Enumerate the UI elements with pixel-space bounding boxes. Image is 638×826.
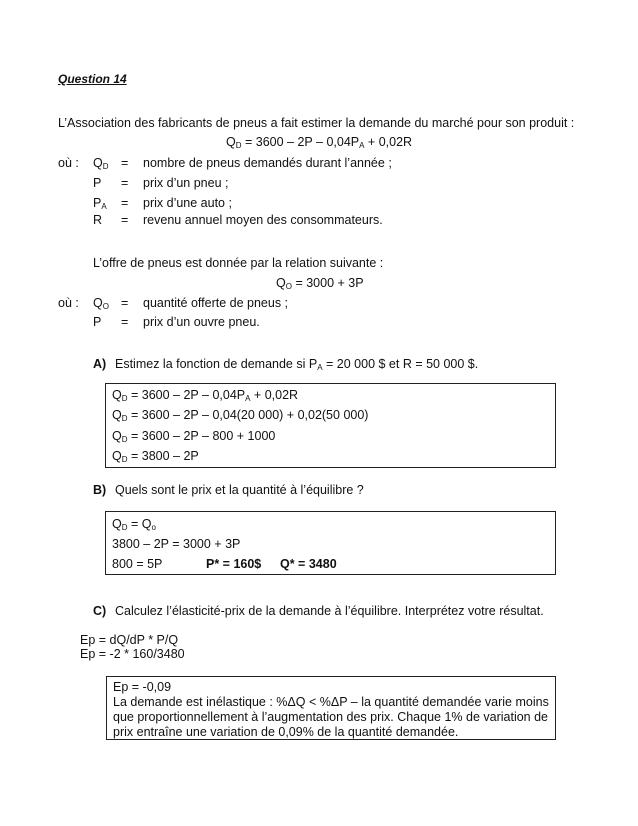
answer-line: $Q_D = Q_o$	[112, 517, 156, 532]
part-c-label: C)	[93, 604, 107, 618]
elasticity-formula: Ep = dQ/dP * P/Q	[80, 633, 179, 647]
equilibrium-quantity: Q* = 3480	[280, 557, 337, 571]
answer-line: $Q_D = 3600 - 2P - 0,04(20$ 000) + 0,02(50 000)	[112, 408, 369, 423]
part-b-question: Quels sont le prix et la quantité à l’équilibre ?	[115, 483, 364, 497]
def-symbol: R	[93, 213, 103, 227]
def-description: prix d’un ouvre pneu.	[143, 315, 260, 329]
def-symbol: $P_A$	[93, 196, 107, 211]
def-symbol: $Q_D$	[93, 156, 109, 171]
supply-equation: $Q_O = 3000 + 3P$	[276, 276, 364, 291]
ou-label: où :	[58, 296, 79, 310]
answer-line: 3800 – 2P = 3000 + 3P	[112, 537, 241, 551]
def-equals: =	[121, 296, 129, 310]
answer-line: 800 = 5P	[112, 557, 163, 571]
demand-equation: $Q_D = 3600 - 2P - 0,04P_A + 0,02R$	[226, 135, 413, 150]
def-description: prix d’un pneu ;	[143, 176, 229, 190]
supply-intro: L’offre de pneus est donnée par la relation suivante :	[93, 256, 384, 270]
equilibrium-price: P* = 160$	[206, 557, 262, 571]
part-b-answer-box	[105, 511, 556, 575]
intro-text: L’Association des fabricants de pneus a fait estimer la demande du marché pour son produit :	[58, 116, 575, 130]
def-equals: =	[121, 213, 129, 227]
elasticity-calc: Ep = -2 * 160/3480	[80, 647, 185, 661]
def-description: prix d’une auto ;	[143, 196, 232, 210]
def-symbol: $Q_O$	[93, 296, 109, 311]
part-a-answer-box	[105, 383, 556, 468]
part-c-answer-box	[106, 676, 556, 740]
question-title: Question 14	[58, 72, 127, 86]
def-symbol: P	[93, 315, 102, 329]
part-c-question: Calculez l’élasticité-prix de la demande à l’équilibre. Interprétez votre résultat.	[115, 604, 544, 618]
def-equals: =	[121, 176, 129, 190]
part-a-label: A)	[93, 357, 107, 371]
answer-line: $Q_D = 3600 - 2P - 800 + 1000$	[112, 429, 276, 444]
part-a-question: Estimez la fonction de demande si $P_A = 20$ 000 $ et R = 50 000 $.	[115, 357, 479, 372]
elasticity-result: Ep = -0,09	[113, 680, 172, 694]
def-equals: =	[121, 315, 129, 329]
def-equals: =	[121, 196, 129, 210]
def-equals: =	[121, 156, 129, 170]
def-description: revenu annuel moyen des consommateurs.	[143, 213, 383, 227]
answer-line: $Q_D = 3800 - 2P$	[112, 449, 199, 464]
answer-line: $Q_D = 3600 - 2P - 0,04P_A + 0,02R$	[112, 388, 299, 403]
part-b-label: B)	[93, 483, 107, 497]
elasticity-interpretation: La demande est inélastique : %ΔQ < %ΔP – la quantité demandée varie moins que proportionnellement à l’augmentation des prix. Chaque 1% de variation de prix entraîne une variation de 0,09% de la quantité demandée.	[113, 695, 549, 739]
def-description: quantité offerte de pneus ;	[143, 296, 289, 310]
def-symbol: P	[93, 176, 102, 190]
ou-label: où :	[58, 156, 79, 170]
def-description: nombre de pneus demandés durant l’année ;	[143, 156, 392, 170]
